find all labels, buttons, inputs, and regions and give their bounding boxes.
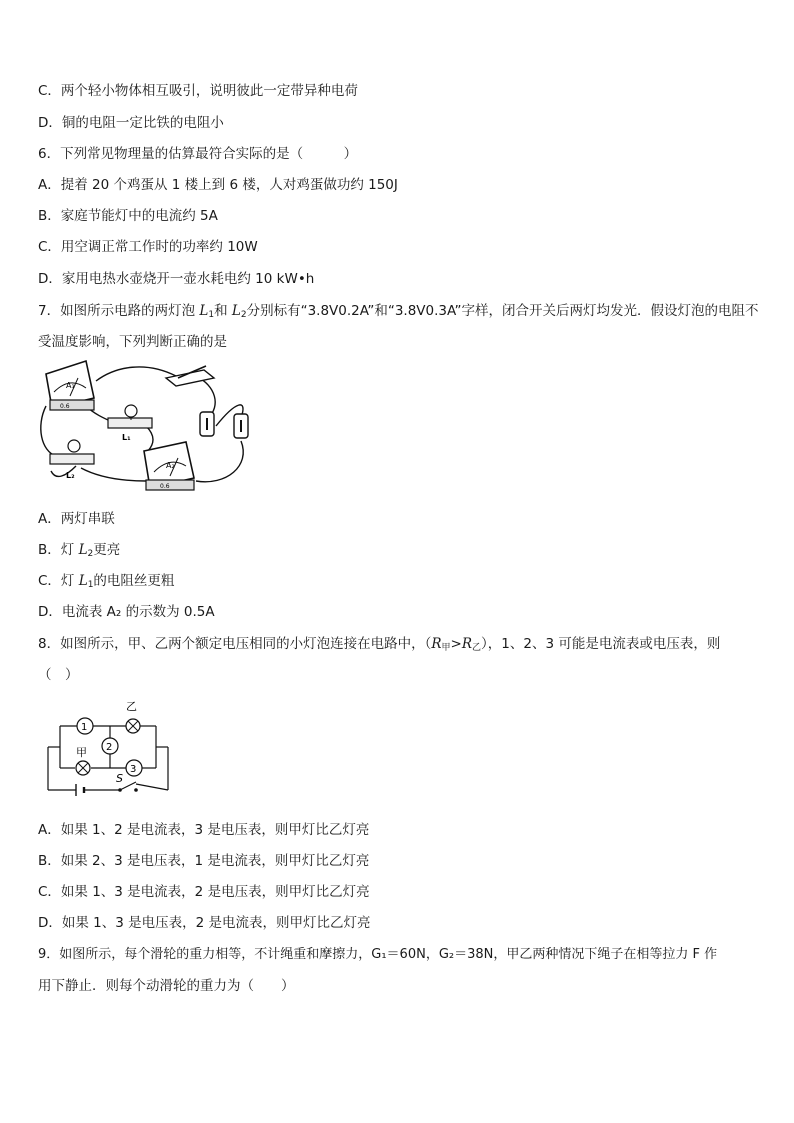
svg-text:3: 3 — [130, 764, 137, 775]
q7-option-d: D．电流表 A₂ 的示数为 0.5A — [38, 604, 215, 620]
q6-option-d: D．家用电热水壶烧开一壶水耗电约 10 kW•h — [38, 271, 315, 287]
ammeter-a2 — [144, 442, 194, 490]
q5-option-c: C．两个轻小物体相互吸引，说明彼此一定带异种电荷 — [38, 83, 358, 99]
meter-1 — [77, 718, 93, 734]
meter-3 — [126, 760, 142, 776]
q8-stem: 8．如图所示，甲、乙两个额定电压相同的小灯泡连接在电路中，$(R_甲>R_乙)$，1、2、3 可能是电流表或电压表，则 — [38, 636, 721, 653]
svg-text:0.6: 0.6 — [60, 403, 70, 410]
bulb-l2 — [50, 440, 94, 480]
q8-option-b: B．如果 2、3 是电压表，1 是电流表，则甲灯比乙灯亮 — [38, 853, 370, 869]
q8-circuit-figure — [40, 692, 180, 806]
q8-option-a: A．如果 1、2 是电流表，3 是电压表，则甲灯比乙灯亮 — [38, 822, 370, 838]
q8-option-c: C．如果 1、3 是电流表，2 是电压表，则甲灯比乙灯亮 — [38, 884, 370, 900]
lamp-yi — [126, 700, 140, 733]
q6-stem: 6．下列常见物理量的估算最符合实际的是（ ） — [38, 146, 358, 162]
q6-option-b: B．家庭节能灯中的电流约 5A — [38, 208, 218, 224]
bulb-l1 — [108, 405, 152, 442]
q9-stem: 9．如图所示，每个滑轮的重力相等，不计绳重和摩擦力，G₁＝60N，G₂＝38N，甲乙两种情况下绳子在相等拉力 F 作 — [38, 947, 718, 962]
q7-option-a: A．两灯串联 — [38, 511, 115, 527]
q7-stem: 7．如图所示电路的两灯泡 $L_1$和 $L_2$分别标有“3.8V0.2A”和“3.8V0.3A”字样，闭合开关后两灯均发光．假设灯泡的电阻不 — [38, 303, 759, 320]
q6-option-a: A．提着 20 个鸡蛋从 1 楼上到 6 楼，人对鸡蛋做功约 150J — [38, 177, 398, 193]
svg-text:乙: 乙 — [126, 700, 137, 713]
svg-text:1: 1 — [81, 722, 88, 733]
lamp-jia — [76, 746, 90, 775]
meter-2 — [102, 738, 118, 754]
q7-stem-line2: 受温度影响，下列判断正确的是 — [38, 334, 227, 350]
svg-text:L₂: L₂ — [66, 471, 75, 480]
svg-text:L₁: L₁ — [122, 433, 131, 442]
svg-text:0.6: 0.6 — [160, 483, 170, 490]
q7-circuit-figure — [36, 356, 266, 496]
q8-stem-line2: （ ） — [38, 667, 79, 683]
q7-option-b: B．灯 $L_2$更亮 — [38, 542, 121, 559]
svg-text:A₁: A₁ — [66, 381, 75, 390]
q6-option-c: C．用空调正常工作时的功率约 10W — [38, 239, 258, 255]
q5-option-d: D．铜的电阻一定比铁的电阻小 — [38, 115, 224, 131]
ammeter-a1 — [46, 361, 94, 410]
q9-stem-line2: 用下静止．则每个动滑轮的重力为（ ） — [38, 978, 295, 994]
svg-text:A₂: A₂ — [166, 461, 175, 470]
svg-text:甲: 甲 — [76, 746, 87, 759]
svg-text:2: 2 — [106, 742, 113, 753]
svg-text:S: S — [116, 772, 123, 785]
q8-option-d: D．如果 1、3 是电压表，2 是电流表，则甲灯比乙灯亮 — [38, 915, 371, 931]
q7-option-c: C．灯 $L_1$的电阻丝更粗 — [38, 573, 175, 590]
